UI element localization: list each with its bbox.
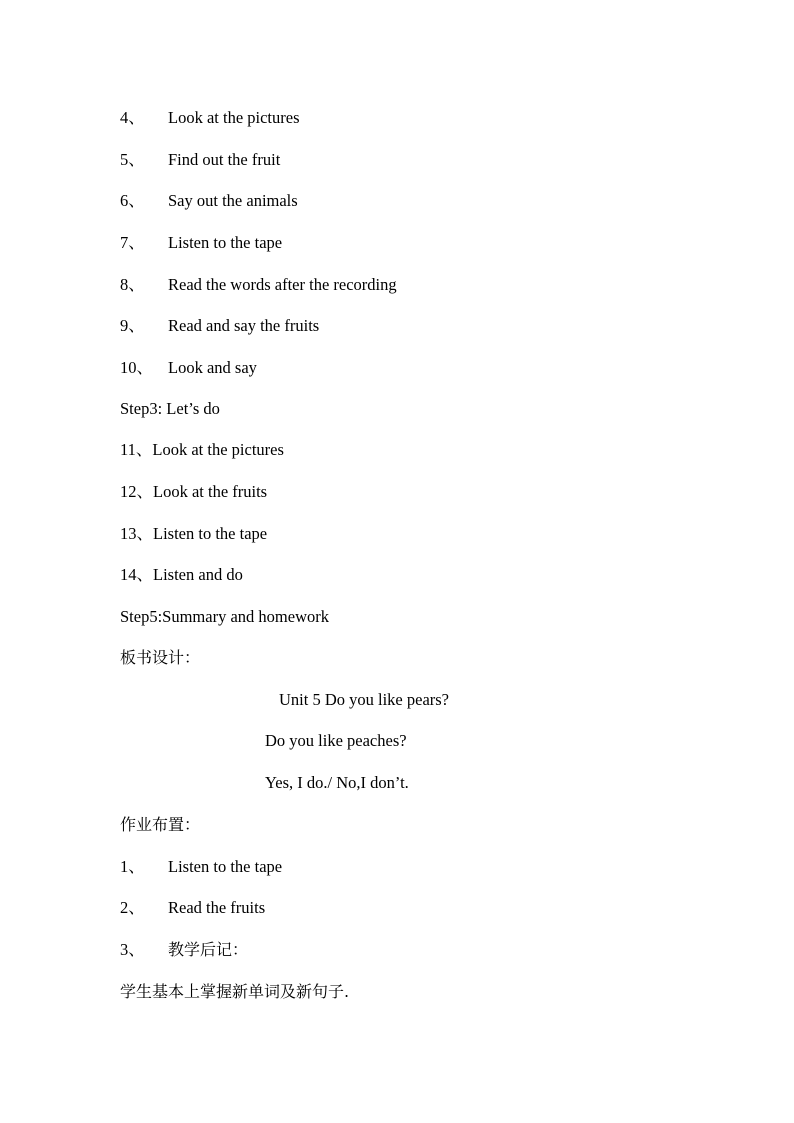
homework-heading: 作业布置： [120,815,201,834]
item-text: Read and say the fruits [168,316,320,335]
list-item [120,565,243,585]
item-number: 12、 [120,482,153,501]
item-text: Look at the pictures [168,108,300,127]
item-text: Look and say [168,358,257,377]
reflection-text: 学生基本上掌握新单词及新句子. [120,982,350,1001]
list-item [120,108,300,128]
item-number: 3、 [120,940,145,959]
item-text: Listen to the tape [153,524,268,543]
item-text: Look at the pictures [152,440,284,459]
board-title: Unit 5 Do you like pears? [279,690,450,709]
list-item [120,358,257,378]
item-text: Find out the fruit [168,150,281,169]
item-number: 9、 [120,316,145,335]
item-number: 2、 [120,898,145,917]
board-question: Do you like peaches? [265,731,407,750]
item-number: 13、 [120,524,153,543]
item-number: 7、 [120,233,145,252]
step5-heading: Step5:Summary and homework [120,607,329,626]
item-number: 4、 [120,108,145,127]
item-text: Listen to the tape [168,857,283,876]
item-text: Read the words after the recording [168,275,397,294]
item-text: Listen to the tape [168,233,283,252]
item-text: Read the fruits [168,898,266,917]
item-number: 14、 [120,565,153,584]
item-number: 5、 [120,150,145,169]
board-design-heading: 板书设计： [120,648,201,667]
list-item [120,191,298,211]
list-item [120,440,284,460]
list-item [120,898,265,918]
board-answer: Yes, I do./ No,I don’t. [265,773,409,792]
item-number: 6、 [120,191,145,210]
list-item [120,524,267,544]
item-number: 11、 [120,440,153,459]
list-item [120,940,248,960]
item-text: Listen and do [153,565,243,584]
list-item [120,150,280,170]
list-item [120,482,267,502]
item-text: Say out the animals [168,191,298,210]
list-item [120,316,319,336]
step3-heading: Step3: Let’s do [120,399,220,418]
list-item [120,275,397,295]
item-text: 教学后记： [168,940,249,959]
item-number: 10、 [120,358,153,377]
list-item [120,233,282,253]
item-number: 1、 [120,857,145,876]
item-text: Look at the fruits [153,482,268,501]
item-number: 8、 [120,275,145,294]
list-item [120,857,282,877]
